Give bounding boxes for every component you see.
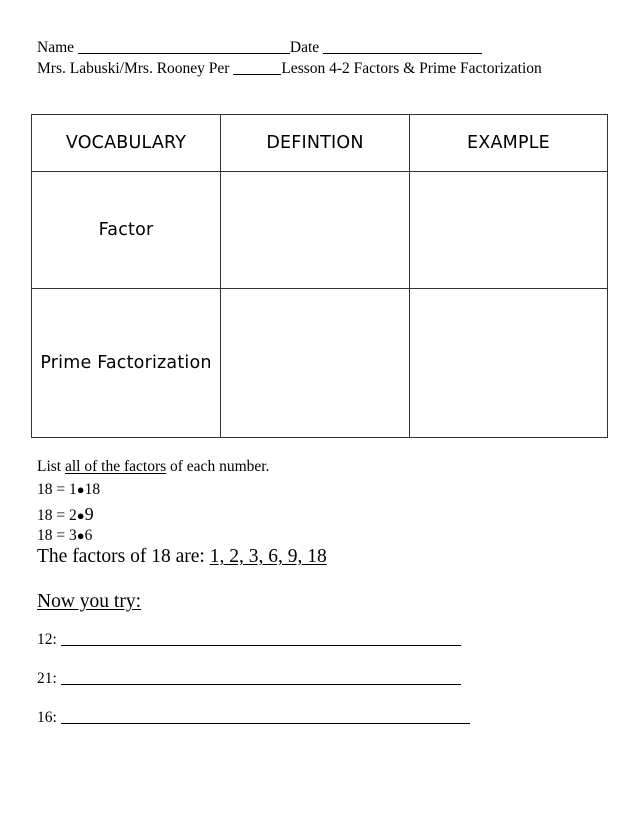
- teachers-label: Mrs. Labuski/Mrs. Rooney: [37, 60, 205, 77]
- date-label: Date: [289, 39, 320, 56]
- equation-factor-b: 6: [84, 527, 93, 544]
- lesson-title: Lesson 4-2 Factors & Prime Factorization: [281, 60, 542, 77]
- instruction-prefix: List: [37, 458, 65, 475]
- instruction-suffix: of each number.: [166, 458, 270, 475]
- table-row: [32, 172, 608, 289]
- practice-heading-text: Now you try:: [37, 591, 141, 612]
- name-field[interactable]: [78, 52, 290, 54]
- teacher-lesson-line: [37, 61, 542, 77]
- equation-factor-a: 3: [69, 527, 77, 544]
- multiply-dot-icon: ●: [76, 528, 85, 543]
- term-cell: Prime Factorization: [32, 289, 221, 438]
- practice-heading: [37, 592, 141, 612]
- definition-cell[interactable]: [221, 172, 410, 289]
- instruction-text: [37, 459, 269, 475]
- vocabulary-header: VOCABULARY: [32, 115, 221, 172]
- period-field[interactable]: [233, 73, 281, 75]
- answer-line[interactable]: [61, 644, 461, 646]
- practice-item: [37, 671, 461, 687]
- period-label: Per: [208, 60, 230, 77]
- table-header-row: [32, 115, 608, 172]
- date-field[interactable]: [323, 52, 482, 54]
- multiply-dot-icon: ●: [76, 508, 85, 523]
- name-label: Name: [37, 39, 75, 56]
- equation-factor-b: 18: [84, 481, 101, 498]
- instruction-emphasis: all of the factors: [65, 458, 167, 475]
- example-header: EXAMPLE: [410, 115, 608, 172]
- multiply-dot-icon: ●: [76, 482, 85, 497]
- equation-line: 18 = 3●6: [37, 527, 93, 544]
- equation-factor-a: 1: [69, 481, 77, 498]
- equation-factor-b: 9: [84, 504, 94, 524]
- answer-line[interactable]: [61, 683, 461, 685]
- practice-item: [37, 710, 470, 726]
- example-cell[interactable]: [410, 172, 608, 289]
- equation-factor-a: 2: [69, 507, 77, 524]
- equation-number: 18: [37, 527, 53, 544]
- name-date-line: [37, 40, 482, 56]
- equation-number: 18: [37, 481, 53, 498]
- example-cell[interactable]: [410, 289, 608, 438]
- equation-line: 18 = 1●18: [37, 481, 101, 498]
- factors-answer: 1, 2, 3, 6, 9, 18: [209, 546, 327, 567]
- definition-header: DEFINTION: [221, 115, 410, 172]
- factors-summary: [37, 547, 327, 567]
- table-row: [32, 289, 608, 438]
- definition-cell[interactable]: [221, 289, 410, 438]
- practice-item-label: 16:: [37, 709, 57, 726]
- practice-item: [37, 632, 461, 648]
- practice-item-label: 21:: [37, 670, 57, 687]
- equation-number: 18: [37, 507, 53, 524]
- equation-line: 18 = 2●9: [37, 504, 94, 524]
- factors-label: The factors of 18 are:: [37, 546, 210, 567]
- term-cell: Factor: [32, 172, 221, 289]
- practice-item-label: 12:: [37, 631, 57, 648]
- answer-line[interactable]: [61, 722, 470, 724]
- vocabulary-table: [31, 114, 608, 438]
